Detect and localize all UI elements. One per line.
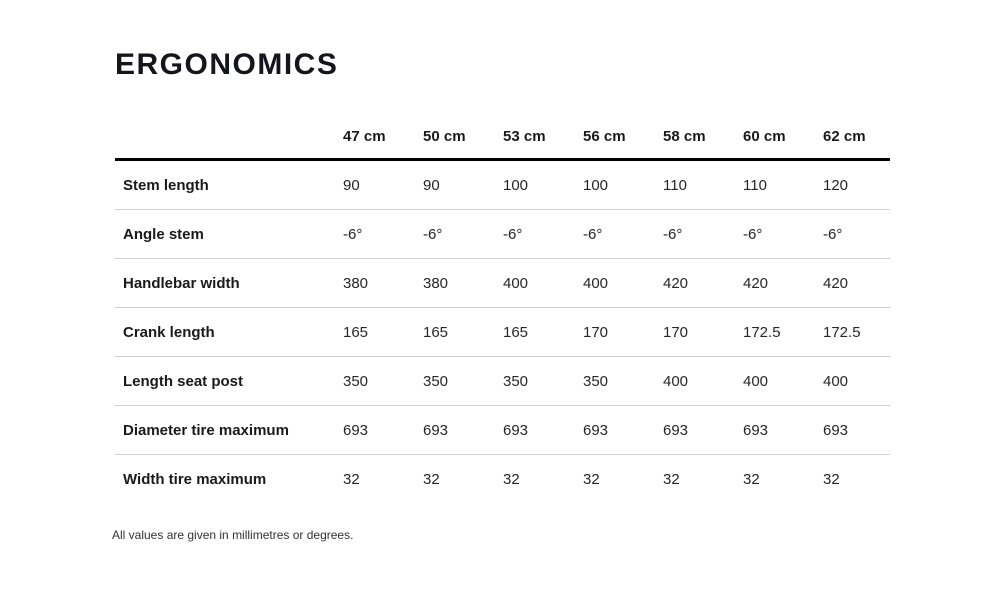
value-cell: 400 [823,372,849,390]
value-cell: 110 [663,176,687,194]
value-cell: 32 [423,471,440,488]
value-cell: 165 [423,323,449,341]
column-header-62cm: 62 cm [823,128,866,145]
value-cell: 400 [743,372,769,390]
value-cell: 380 [343,274,369,292]
row-label: Width tire maximum [123,471,267,488]
value-cell: 120 [823,176,849,194]
table-row-angle-stem [115,210,890,259]
value-cell: 693 [743,421,769,439]
table-row-handlebar-width [115,259,890,308]
value-cell: 32 [743,471,760,488]
row-label: Stem length [123,176,209,194]
ergonomics-table [115,128,890,504]
value-cell: 165 [343,323,369,341]
value-cell: 100 [503,176,529,194]
value-cell: 172.5 [743,323,781,341]
column-header-56cm: 56 cm [583,128,626,145]
row-label: Crank length [123,323,215,341]
value-cell: 400 [503,274,529,292]
value-cell: 350 [503,372,529,390]
footnote: All values are given in millimetres or degrees. [112,528,354,542]
value-cell: -6° [663,225,683,243]
row-label: Handlebar width [123,274,240,292]
table-row-diameter-tire-maximum [115,406,890,455]
table-row-length-seat-post [115,357,890,406]
value-cell: 90 [423,176,440,194]
table-row-width-tire-maximum [115,455,890,504]
value-cell: 693 [503,421,529,439]
row-label: Length seat post [123,372,244,390]
value-cell: 693 [583,421,609,439]
value-cell: 172.5 [823,323,861,341]
value-cell: 380 [423,274,449,292]
value-cell: 350 [343,372,369,390]
value-cell: 693 [423,421,449,439]
value-cell: -6° [823,225,843,243]
page-title: ERGONOMICS [115,48,339,81]
value-cell: 100 [583,176,609,194]
value-cell: -6° [503,225,523,243]
value-cell: 32 [583,471,600,488]
value-cell: -6° [343,225,363,243]
value-cell: -6° [423,225,443,243]
value-cell: 32 [663,471,680,488]
column-header-47cm: 47 cm [343,128,386,145]
row-label: Diameter tire maximum [123,421,289,439]
value-cell: 693 [343,421,369,439]
value-cell: 350 [583,372,609,390]
column-header-58cm: 58 cm [663,128,706,145]
value-cell: 420 [743,274,769,292]
value-cell: 32 [503,471,520,488]
value-cell: 420 [663,274,689,292]
value-cell: 420 [823,274,849,292]
column-header-60cm: 60 cm [743,128,786,145]
value-cell: 400 [583,274,609,292]
value-cell: 350 [423,372,449,390]
value-cell: 165 [503,323,529,341]
table-row-stem-length [115,161,890,210]
value-cell: 110 [743,176,767,194]
table-header-row [115,128,890,161]
value-cell: 693 [663,421,689,439]
table-row-crank-length [115,308,890,357]
value-cell: 170 [663,323,689,341]
column-header-50cm: 50 cm [423,128,466,145]
value-cell: 32 [343,471,360,488]
value-cell: -6° [743,225,763,243]
value-cell: 32 [823,471,840,488]
column-header-53cm: 53 cm [503,128,546,145]
value-cell: 400 [663,372,689,390]
value-cell: 90 [343,176,360,194]
value-cell: 170 [583,323,609,341]
value-cell: 693 [823,421,849,439]
value-cell: -6° [583,225,603,243]
row-label: Angle stem [123,225,204,243]
